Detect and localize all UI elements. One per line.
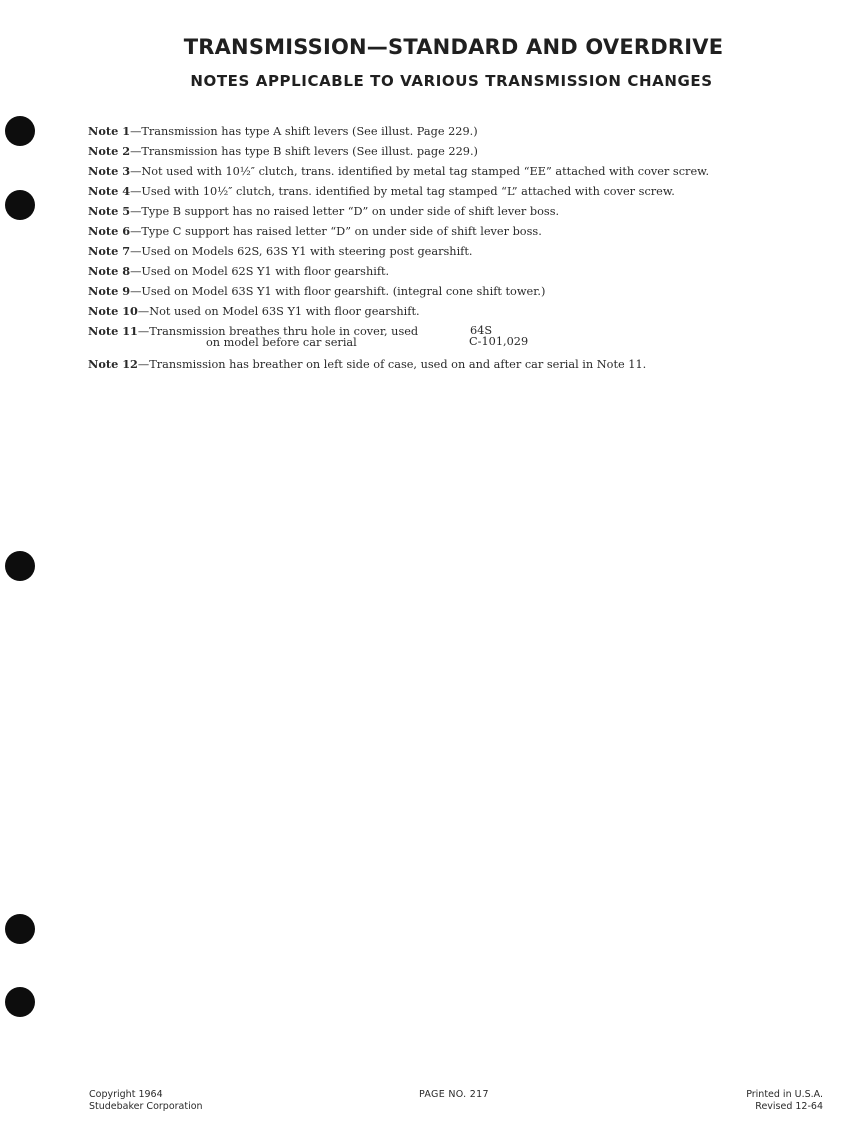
page-number: PAGE NO. 217 <box>419 1089 489 1100</box>
note-text: —Used on Models 62S, 63S Y1 with steering post gearshift. <box>130 245 473 258</box>
note-continuation: on model before car serial <box>206 336 357 349</box>
note-6 <box>88 224 788 244</box>
copyright-line: Copyright 1964 <box>89 1089 163 1100</box>
punch-hole <box>5 987 35 1017</box>
company-line: Studebaker Corporation <box>89 1101 203 1112</box>
note-8 <box>88 264 788 284</box>
note-label: Note 8 <box>88 264 131 278</box>
note-label: Note 12 <box>88 357 138 371</box>
copyright-block <box>89 1089 203 1113</box>
notes-list <box>88 124 788 377</box>
page-subtitle: NOTES APPLICABLE TO VARIOUS TRANSMISSION CHANGES <box>190 72 713 90</box>
note-label: Note 10 <box>88 304 138 318</box>
note-text: —Used with 10½″ clutch, trans. identified by metal tag stamped “L” attached with cover screw. <box>130 185 675 198</box>
print-info <box>746 1089 823 1113</box>
note-2 <box>88 144 788 164</box>
note-5 <box>88 204 788 224</box>
note-text: —Type B support has no raised letter “D” on under side of shift lever boss. <box>130 205 560 218</box>
page-title: TRANSMISSION—STANDARD AND OVERDRIVE <box>183 35 724 59</box>
note-serial: C-101,029 <box>469 335 529 348</box>
note-text: —Not used on Model 63S Y1 with floor gearshift. <box>137 305 420 318</box>
note-label: Note 1 <box>88 124 131 138</box>
note-11 <box>88 324 788 357</box>
note-text: —Transmission has type B shift levers (See illust. page 229.) <box>130 145 478 158</box>
note-1 <box>88 124 788 144</box>
punch-hole <box>5 551 35 581</box>
note-label: Note 2 <box>88 144 131 158</box>
note-model: 64S <box>470 324 493 337</box>
note-label: Note 7 <box>88 244 131 258</box>
note-text: —Transmission has type A shift levers (See illust. Page 229.) <box>130 125 478 138</box>
revised-line: Revised 12-64 <box>755 1101 823 1112</box>
note-7 <box>88 244 788 264</box>
punch-hole <box>5 190 35 220</box>
note-text: —Used on Model 62S Y1 with floor gearshift. <box>130 265 390 278</box>
note-label: Note 5 <box>88 204 131 218</box>
note-text: —Transmission has breather on left side of case, used on and after car serial in Note 11. <box>137 358 647 371</box>
note-label: Note 3 <box>88 164 131 178</box>
note-text: —Transmission breathes thru hole in cover, used <box>137 325 419 338</box>
note-label: Note 6 <box>88 224 131 238</box>
note-text: —Used on Model 63S Y1 with floor gearshift. (integral cone shift tower.) <box>130 285 546 298</box>
note-label: Note 11 <box>88 324 138 338</box>
note-9 <box>88 284 788 304</box>
note-4 <box>88 184 788 204</box>
note-10 <box>88 304 788 324</box>
note-label: Note 4 <box>88 184 131 198</box>
note-text: —Type C support has raised letter “D” on under side of shift lever boss. <box>130 225 542 238</box>
punch-hole <box>5 116 35 146</box>
note-3 <box>88 164 788 184</box>
note-12 <box>88 357 788 377</box>
punch-hole <box>5 914 35 944</box>
note-label: Note 9 <box>88 284 131 298</box>
printed-line: Printed in U.S.A. <box>746 1089 823 1100</box>
note-text: —Not used with 10½″ clutch, trans. identified by metal tag stamped “EE” attached with cover screw. <box>130 165 710 178</box>
